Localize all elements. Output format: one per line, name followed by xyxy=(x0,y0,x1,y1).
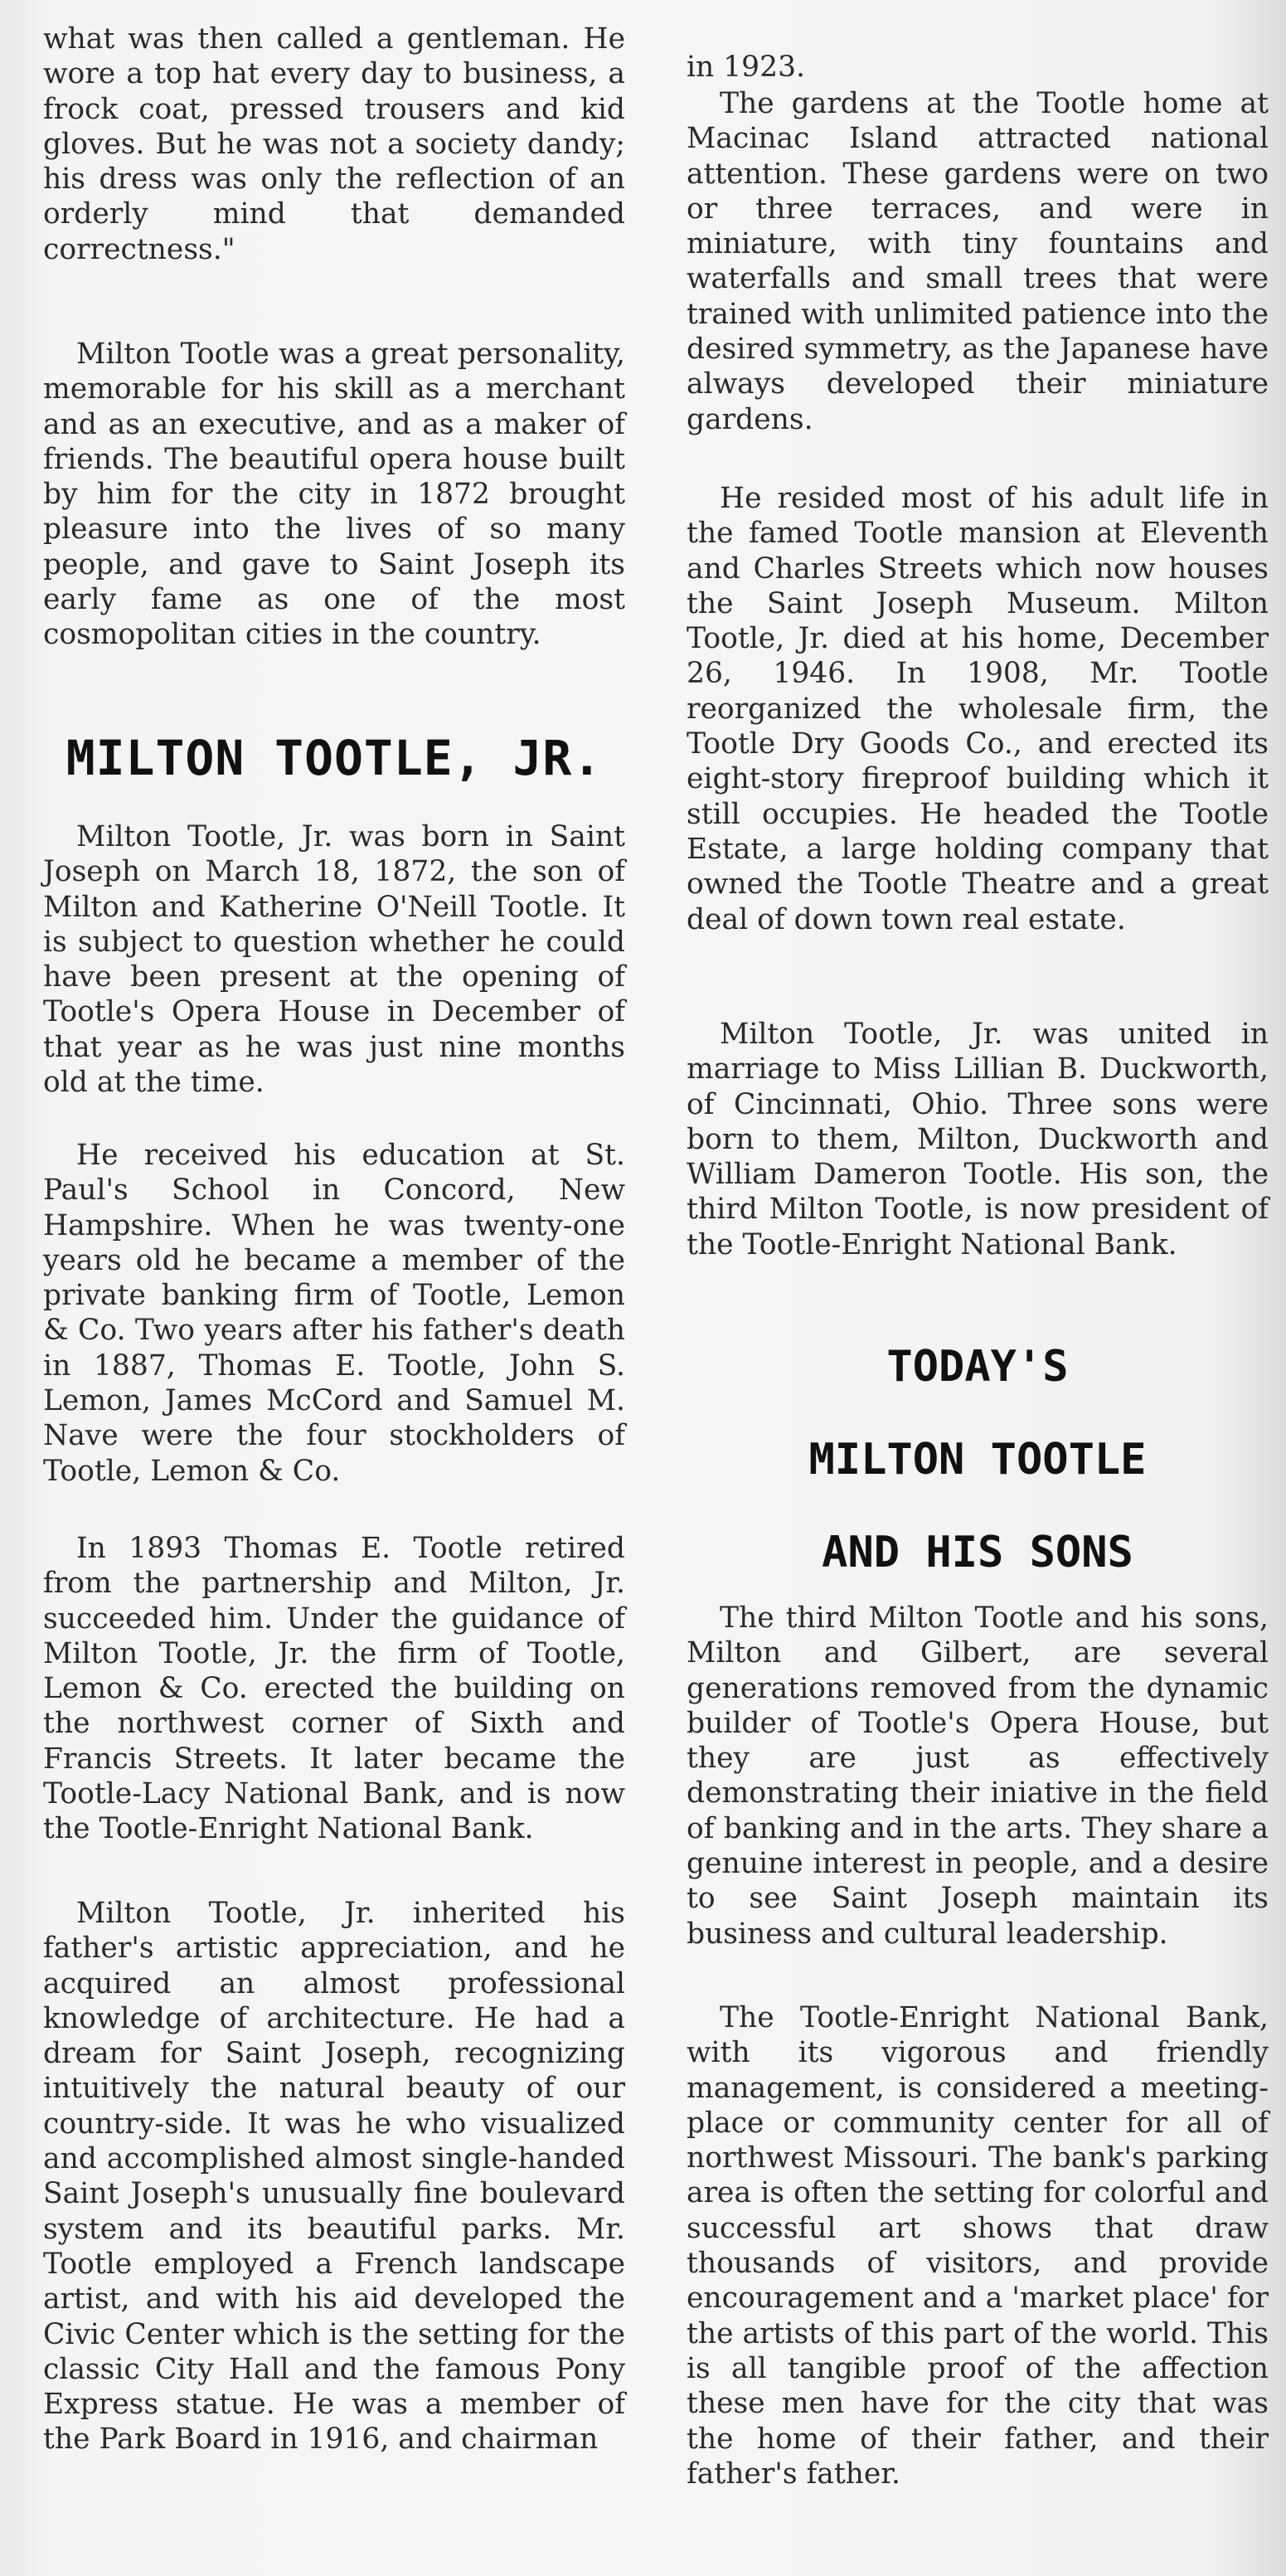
marriage-paragraph: Milton Tootle, Jr. was united in marriage to Miss Lillian B. Duckworth, of Cincinnati, Ohio. Three sons were born to them, Milton, Duckworth and William Dameron Tootle. His son, the third Milton Tootle, is now president of the Tootle-Enright National Bank. xyxy=(687,1018,1269,1261)
intro-paragraph: what was then called a gentleman. He wore a top hat every day to business, a frock coat, pressed trousers and kid gloves. But he was not a society dandy; his dress was only the reflection of an orderly mind that demanded correctness." xyxy=(43,22,625,266)
education-paragraph: He received his education at St. Paul's School in Concord, New Hampshire. When he was twenty-one years old he became a member of the private banking firm of Tootle, Lemon & Co. Two years after his father's death in 1887, Thomas E. Tootle, John S. Lemon, James McCord and Samuel M. Nave were the four stockholders of Tootle, Lemon & Co. xyxy=(43,1139,625,1488)
section-heading-todays: TODAY'S xyxy=(886,1342,1069,1392)
section-heading-milton-tootle: MILTON TOOTLE xyxy=(808,1435,1147,1485)
opera-house-paragraph: Milton Tootle was a great personality, memorable for his skill as a merchant and as an executive, and as a maker of friends. The beautiful opera house built by him for the city in 1872 brought pleasure into the lives of so many people, and gave to Saint Joseph its early fame as one of the most cosmopolitan cities in the country. xyxy=(43,338,625,652)
sons-paragraph: The third Milton Tootle and his sons, Milton and Gilbert, are several generations removed from the dynamic builder of Tootle's Opera House, but they are just as effectively demonstrating their iniative in the field of banking and in the arts. They share a genuine interest in people, and a desire to see Saint Joseph maintain its business and cultural leadership. xyxy=(687,1601,1269,1951)
bank-paragraph: The Tootle-Enright National Bank, with its vigorous and friendly management, is considered a meeting-place or community center for all of northwest Missouri. The bank's parking area is often the setting for colorful and successful art shows that draw thousands of visitors, and provide encouragement and a 'market place' for the artists of this part of the world. This is all tangible proof of the affection these men have for the city that was the home of their father, and their father's father. xyxy=(687,2001,1269,2491)
gardens-paragraph: The gardens at the Tootle home at Macinac Island attracted national attention. These gardens were on two or three terraces, and were in miniature, with tiny fountains and waterfalls and small trees that were trained with unlimited patience into the desired symmetry, as the Japanese have always developed their miniature gardens. xyxy=(687,87,1269,436)
birth-paragraph: Milton Tootle, Jr. was born in Saint Joseph on March 18, 1872, the son of Milton and Katherine O'Neill Tootle. It is subject to question whether he could have been present at the opening of Tootle's Opera House in December of that year as he was just nine months old at the time. xyxy=(43,820,625,1100)
mansion-paragraph: He resided most of his adult life in the famed Tootle mansion at Eleventh and Charles Streets which now houses the Saint Joseph Museum. Milton Tootle, Jr. died at his home, December 26, 1946. In 1908, Mr. Tootle reorganized the wholesale firm, the Tootle Dry Goods Co., and erected its eight-story fireproof building which it still occupies. He headed the Tootle Estate, a large holding company that owned the Tootle Theatre and a great deal of down town real estate. xyxy=(687,482,1269,936)
section-heading-milton-tootle-jr: MILTON TOOTLE, JR. xyxy=(66,730,603,786)
partnership-paragraph: In 1893 Thomas E. Tootle retired from the partnership and Milton, Jr. succeeded him. Under the guidance of Milton Tootle, Jr. the firm of Tootle, Lemon & Co. erected the building on the northwest corner of Sixth and Francis Streets. It later became the Tootle-Lacy National Bank, and is now the Tootle-Enright National Bank. xyxy=(43,1532,625,1846)
architecture-paragraph: Milton Tootle, Jr. inherited his father's artistic appreciation, and he acquired an almost professional knowledge of architecture. He had a dream for Saint Joseph, recognizing intuitively the natural beauty of our country-side. It was he who visualized and accomplished almost single-handed Saint Joseph's unusually fine boulevard system and its beautiful parks. Mr. Tootle employed a French landscape artist, and with his aid developed the Civic Center which is the setting for the classic City Hall and the famous Pony Express statue. He was a member of the Park Board in 1916, and chairman xyxy=(43,1897,625,2457)
section-heading-and-his-sons: AND HIS SONS xyxy=(822,1528,1133,1577)
continuation-line: in 1923. xyxy=(687,51,805,84)
